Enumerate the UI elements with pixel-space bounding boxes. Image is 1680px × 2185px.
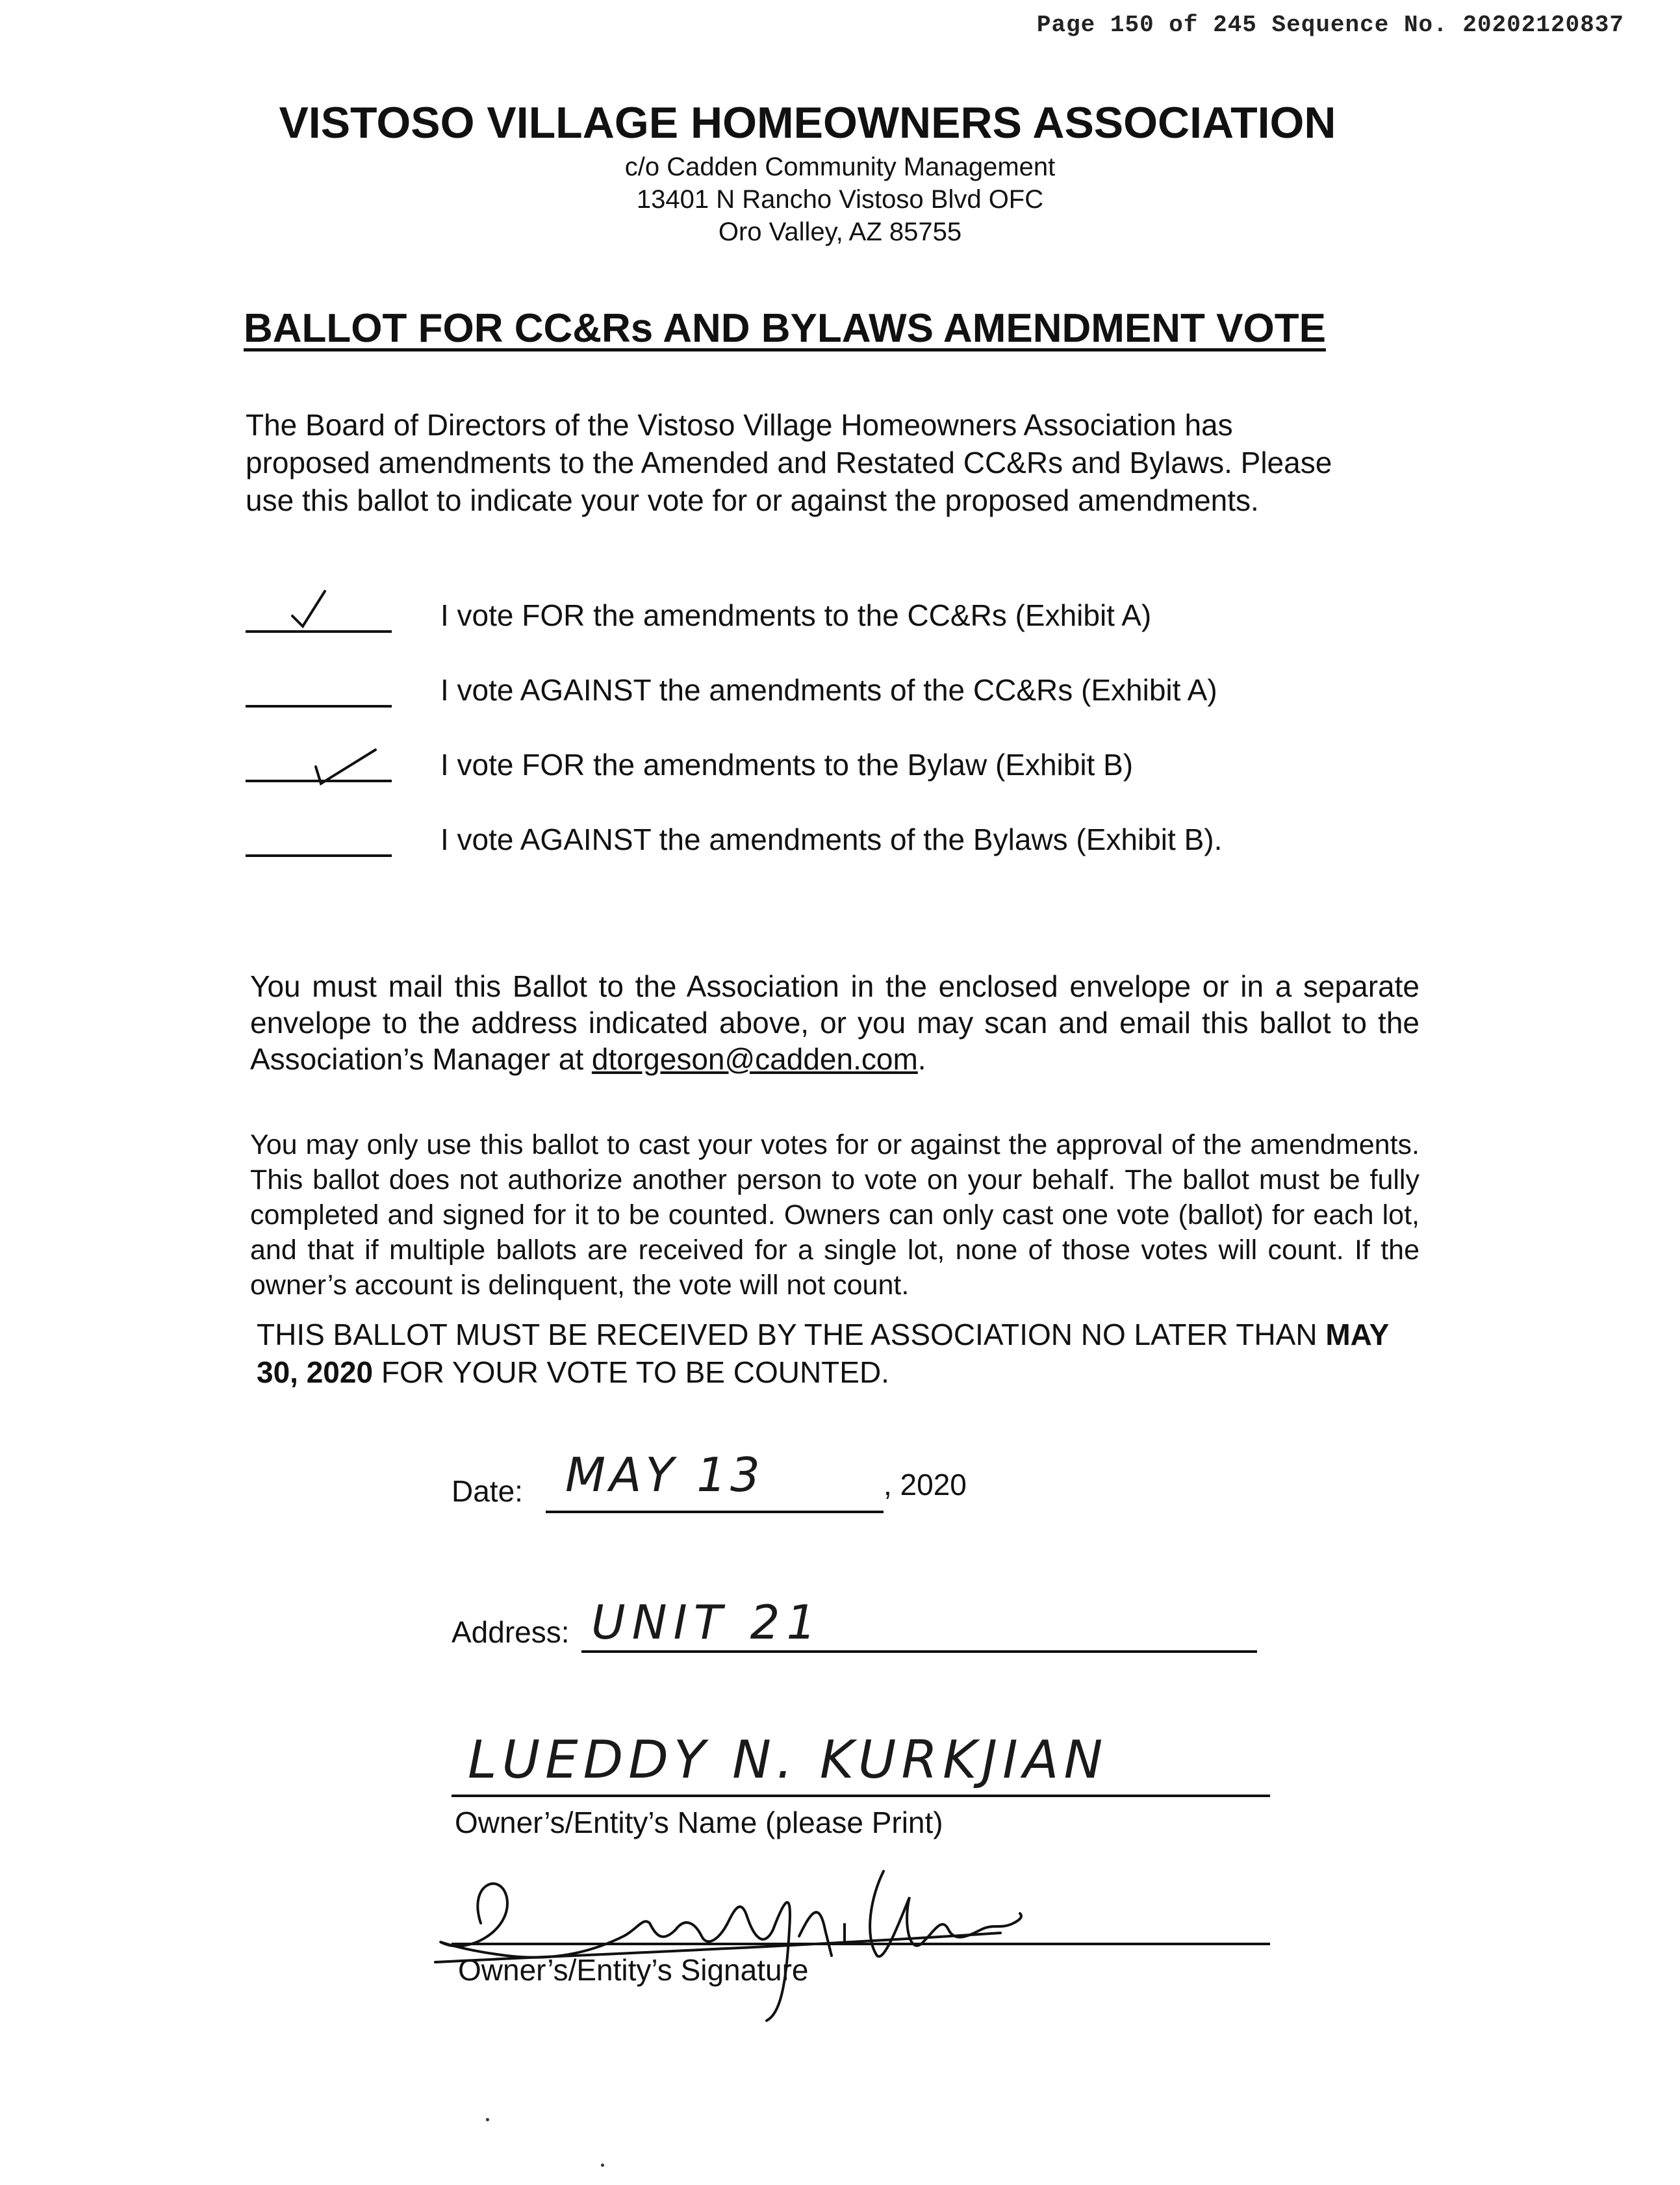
ballot-rules-paragraph: You may only use this ballot to cast your votes for or against the approval of the amendments. This ballot does not authorize another person to vote on your behalf. The ballot must be fully completed and signed for it to be counted. Owners can only cast one vote (ballot) for each lot, and that if multiple ballots are received for a single lot, none of those votes will count. If the owner’s account is delinquent, the vote will not count. [250, 1129, 1419, 1301]
vote-option-label: I vote AGAINST the amendments of the Bylaws (Exhibit B). [440, 823, 1223, 856]
scan-speck [486, 2118, 489, 2121]
scan-speck [601, 2164, 604, 2167]
care-of-line: c/o Cadden Community Management [624, 153, 1056, 181]
mailing-suffix: . [917, 1042, 926, 1076]
vote-option-label: I vote FOR the amendments to the Bylaw (Exhibit B) [440, 748, 1134, 782]
date-year: , 2020 [884, 1468, 967, 1501]
vote-option-against-bylaws[interactable] [246, 815, 1350, 867]
deadline-notice [257, 1316, 1426, 1391]
page-sequence-header: Page 150 of 245 Sequence No. 20202120837 [1036, 12, 1624, 38]
address-field[interactable]: UNIT 21 [591, 1595, 823, 1650]
address-field-line [581, 1650, 1257, 1653]
signature-label: Owner’s/Entity’s Signature [458, 1953, 809, 1987]
vote-blank-line [246, 854, 392, 857]
owner-name-line [452, 1795, 1270, 1797]
organization-name: VISTOSO VILLAGE HOMEOWNERS ASSOCIATION [279, 98, 1336, 147]
mailing-text: You must mail this Ballot to the Association in the enclosed envelope or in a separate envelope to the address indicated above, or you may scan and email this ballot to the Association’s Manager at [250, 969, 1419, 1076]
city-state-zip: Oro Valley, AZ 85755 [718, 218, 962, 246]
vote-option-for-bylaws[interactable] [246, 741, 1350, 793]
ballot-title: BALLOT FOR CC&Rs AND BYLAWS AMENDMENT VOTE [244, 306, 1326, 351]
date-label: Date: [452, 1474, 523, 1508]
deadline-suffix: FOR YOUR VOTE TO BE COUNTED. [381, 1355, 889, 1389]
vote-option-against-ccrs[interactable] [246, 666, 1350, 718]
address-label: Address: [452, 1615, 570, 1649]
deadline-prefix: THIS BALLOT MUST BE RECEIVED BY THE ASSOCIATION NO LATER THAN [257, 1318, 1317, 1351]
checkmark-icon [285, 585, 363, 637]
owner-name-label: Owner’s/Entity’s Name (please Print) [455, 1806, 943, 1839]
deadline-date: MAY 30, 2020 [257, 1318, 1389, 1389]
handwritten-signature [429, 1858, 1026, 2027]
vote-blank-line [246, 705, 392, 708]
vote-option-label: I vote FOR the amendments to the CC&Rs (Exhibit A) [440, 598, 1152, 632]
street-address: 13401 N Rancho Vistoso Blvd OFC [636, 185, 1044, 214]
date-field-line [546, 1511, 884, 1513]
intro-paragraph: The Board of Directors of the Vistoso Village Homeowners Association has proposed amendments to the Amended and Restated CC&Rs and Bylaws. Please use this ballot to indicate your vote for or against the proposed amendments. [246, 408, 1332, 517]
owner-name-field[interactable]: LUEDDY N. KURKJIAN [468, 1730, 1108, 1790]
manager-email-link[interactable]: dtorgeson@cadden.com [591, 1042, 918, 1076]
vote-option-for-ccrs[interactable] [246, 591, 1350, 643]
mailing-instructions [250, 968, 1419, 1077]
vote-option-label: I vote AGAINST the amendments of the CC&Rs (Exhibit A) [440, 673, 1217, 707]
date-field[interactable]: MAY 13 [565, 1448, 764, 1502]
checkmark-icon [304, 741, 395, 793]
